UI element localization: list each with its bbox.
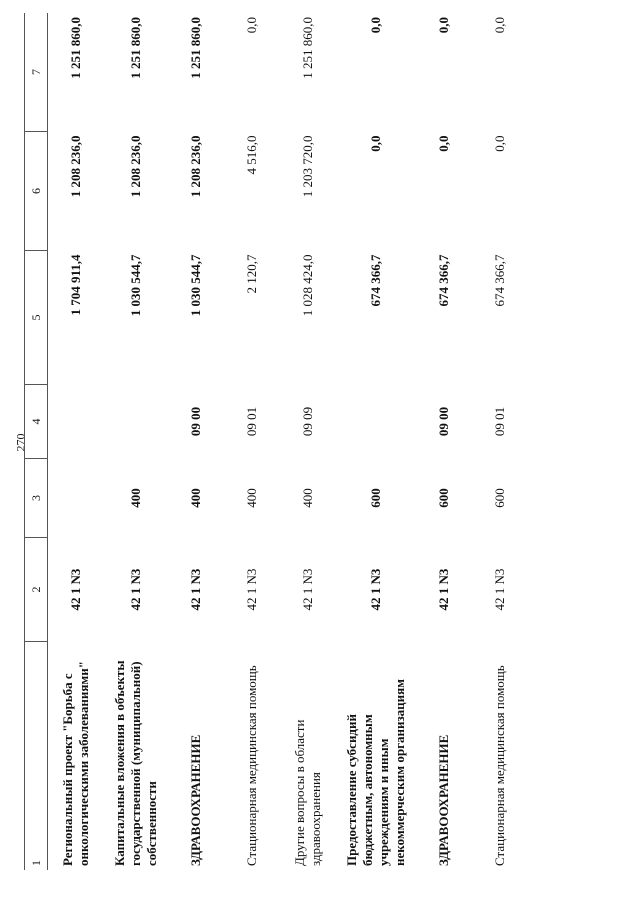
table-row: [168, 13, 224, 870]
table-row: [280, 13, 336, 870]
table-row: [472, 13, 528, 870]
column-number: 2: [25, 538, 48, 642]
table-row: [336, 13, 416, 870]
table-row: [224, 13, 280, 870]
amount-col6: 0,0: [368, 135, 383, 152]
section-code: 09 01: [244, 406, 259, 437]
target-article-code: 42 1 N3: [188, 568, 203, 611]
budget-table: [24, 13, 528, 870]
amount-col5: 674 366,7: [368, 254, 383, 307]
section-code: [336, 385, 416, 459]
column-number: 7: [25, 13, 48, 132]
row-name: Предоставление субсидий бюджетным, автономным учреждениям и иным некоммерческим организациям: [344, 678, 407, 866]
table-row: [104, 13, 168, 870]
amount-col5: 1 030 544,7: [128, 254, 143, 317]
amount-col5: 674 366,7: [492, 254, 507, 307]
row-name: Стационарная медицинская помощь: [244, 665, 259, 866]
amount-col7: 0,0: [244, 17, 259, 34]
amount-col5: 1 030 544,7: [188, 254, 203, 317]
amount-col5: 1 704 911,4: [68, 254, 83, 316]
amount-col7: 1 251 860,0: [128, 17, 143, 79]
table-row: [416, 13, 472, 870]
expense-type-code: 400: [300, 488, 315, 508]
amount-col6: 1 208 236,0: [68, 135, 83, 198]
expense-type-code: 400: [188, 488, 203, 508]
amount-col6: 4 516,0: [244, 135, 259, 175]
section-code: 09 09: [300, 406, 315, 437]
row-name: Стационарная медицинская помощь: [492, 665, 507, 866]
row-name: Капитальные вложения в объекты государственной (муниципальной) собственности: [112, 660, 159, 866]
section-code: [48, 385, 105, 459]
amount-col7: 1 251 860,0: [300, 17, 315, 79]
target-article-code: 42 1 N3: [492, 568, 507, 611]
amount-col6: 0,0: [492, 135, 507, 152]
row-name: ЗДРАВООХРАНЕНИЕ: [436, 734, 451, 866]
row-name: Другие вопросы в области здравоохранения: [292, 719, 323, 866]
section-code: 09 01: [492, 406, 507, 437]
page-number: 270: [13, 433, 28, 452]
target-article-code: 42 1 N3: [128, 568, 143, 611]
row-name: Региональный проект "Борьба с онкологическими заболеваниями": [60, 661, 91, 866]
amount-col6: 1 208 236,0: [128, 135, 143, 198]
target-article-code: 42 1 N3: [368, 568, 383, 611]
column-number: 5: [25, 251, 48, 385]
table-row: [48, 13, 105, 870]
amount-col7: 1 251 860,0: [188, 17, 203, 79]
amount-col5: 674 366,7: [436, 254, 451, 307]
section-code: 09 00: [436, 406, 451, 437]
row-name: ЗДРАВООХРАНЕНИЕ: [188, 734, 203, 866]
amount-col5: 1 028 424,0: [300, 254, 315, 317]
target-article-code: 42 1 N3: [68, 568, 83, 611]
amount-col7: 0,0: [492, 17, 507, 34]
target-article-code: 42 1 N3: [300, 568, 315, 611]
amount-col6: 1 208 236,0: [188, 135, 203, 198]
column-number: 1: [25, 642, 48, 871]
column-number: 6: [25, 132, 48, 251]
target-article-code: 42 1 N3: [244, 568, 259, 611]
amount-col7: 0,0: [436, 17, 451, 34]
expense-type-code: 600: [492, 488, 507, 508]
target-article-code: 42 1 N3: [436, 568, 451, 611]
column-number: 3: [25, 459, 48, 538]
amount-col5: 2 120,7: [244, 254, 259, 294]
column-number: 4: [25, 385, 48, 459]
column-number-row: [25, 13, 48, 870]
amount-col6: 1 203 720,0: [300, 135, 315, 198]
expense-type-code: [48, 459, 105, 538]
amount-col7: 0,0: [368, 17, 383, 34]
expense-type-code: 400: [128, 488, 143, 508]
amount-col7: 1 251 860,0: [68, 17, 83, 79]
expense-type-code: 400: [244, 488, 259, 508]
expense-type-code: 600: [436, 488, 451, 508]
section-code: 09 00: [188, 406, 203, 437]
rotated-page: [24, 17, 614, 870]
amount-col6: 0,0: [436, 135, 451, 152]
expense-type-code: 600: [368, 488, 383, 508]
section-code: [104, 385, 168, 459]
